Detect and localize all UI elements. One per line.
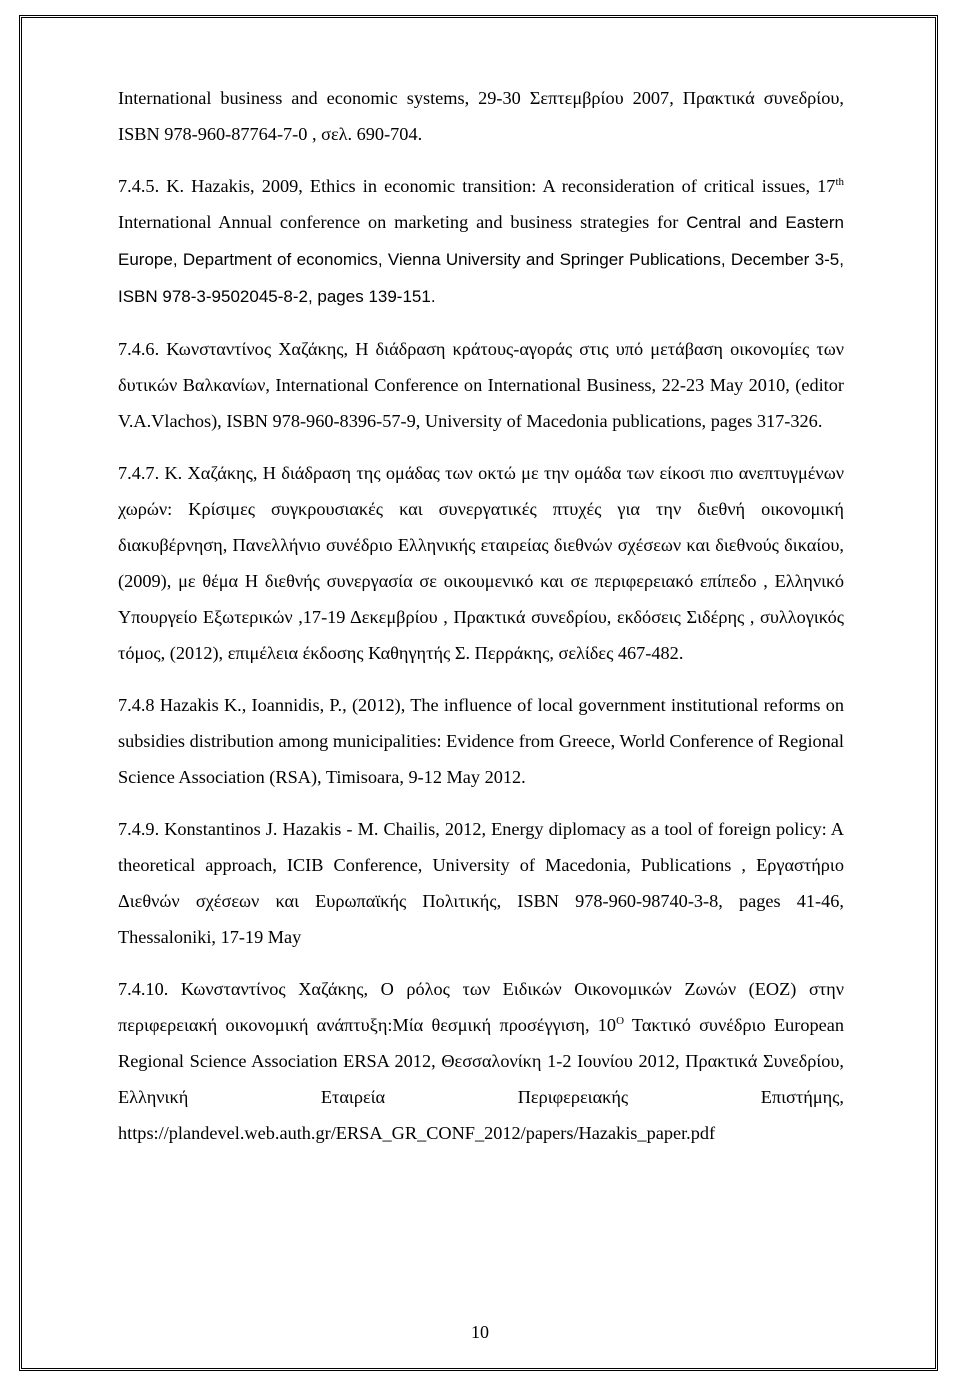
- ordinal-superscript: th: [835, 176, 844, 188]
- reference-text-part1: 7.4.10. Κωνσταντίνος Χαζάκης, Ο ρόλος των Ειδικών Οικονομικών Ζωνών (ΕΟΖ) στην περιφερειακή οικονομική ανάπτυξη:Μία θεσμική προσέγγιση, 10: [118, 979, 844, 1035]
- reference-text-part2: Τακτικό συνέδριο European Regional Science Association ERSA 2012, Θεσσαλονίκη 1-2 Ιουνίου 2012, Πρακτικά Συνεδρίου, Ελληνική Εταιρεία Περιφερειακής Επιστήμης, https://plandevel.web.auth.gr/ERSA_GR_CONF_2012/papers/Hazakis_paper.pdf: [118, 1015, 844, 1143]
- reference-entry-continued: International business and economic systems, 29-30 Σεπτεμβρίου 2007, Πρακτικά συνεδρίου, ISBN 978-960-87764-7-0 , σελ. 690-704.: [118, 88, 844, 144]
- reference-entry-7-4-8: 7.4.8 Hazakis K., Ioannidis, P., (2012), The influence of local government institutional reforms on subsidies distribution among municipalities: Evidence from Greece, World Conference of Regional Science Association (RSA), Timisoara, 9-12 May 2012.: [118, 695, 844, 787]
- ordinal-superscript: Ο: [616, 1015, 625, 1027]
- reference-entry-7-4-5: [118, 168, 844, 315]
- reference-entry-7-4-9: 7.4.9. Konstantinos J. Hazakis - M. Chailis, 2012, Energy diplomacy as a tool of foreign policy: A theoretical approach, ICIB Conference, University of Macedonia, Publications , Εργαστήριο Διεθνών σχέσεων και Ευρωπαϊκής Πολιτικής, ISBN 978-960-98740-3-8, pages 41-46, Thessaloniki, 17-19 May: [118, 819, 844, 947]
- page-number: 10: [471, 1322, 489, 1342]
- reference-entry-7-4-6: 7.4.6. Κωνσταντίνος Χαζάκης, Η διάδραση κράτους-αγοράς στις υπό μετάβαση οικονομίες των δυτικών Βαλκανίων, International Conference on International Business, 22-23 May 2010, (editor V.A.Vlachos), ISBN 978-960-8396-57-9, University of Macedonia publications, pages 317-326.: [118, 339, 844, 431]
- reference-text-part2: International Annual conference on marketing and business strategies for: [118, 212, 687, 232]
- reference-entry-7-4-10: [118, 971, 844, 1151]
- reference-entry-7-4-7: 7.4.7. Κ. Χαζάκης, Η διάδραση της ομάδας των οκτώ με την ομάδα των είκοσι πιο ανεπτυγμένων χωρών: Κρίσιμες συγκρουσιακές και συνεργατικές πτυχές για την διεθνή οικονομική διακυβέρνηση, Πανελλήνιο συνέδριο Ελληνικής εταιρείας διεθνών σχέσεων και διεθνούς δικαίου, (2009), με θέμα Η διεθνής συνεργασία σε οικουμενικό και σε περιφερειακό επίπεδο , Ελληνικό Υπουργείο Εξωτερικών ,17-19 Δεκεμβρίου , Πρακτικά συνεδρίου, εκδόσεις Σιδέρης , συλλογικός τόμος, (2012), επιμέλεια έκδοσης Καθηγητής Σ. Περράκης, σελίδες 467-482.: [118, 463, 844, 663]
- references-list: [118, 80, 844, 1151]
- reference-text-part1: 7.4.5. K. Hazakis, 2009, Ethics in economic transition: A reconsideration of critical issues, 17: [118, 176, 836, 196]
- reference-text-sans: Central and Eastern Europe, Department of economics, Vienna University and Springer Publications, December 3-5, ISBN 978-3-9502045-8-2, pages 139-151.: [118, 213, 844, 306]
